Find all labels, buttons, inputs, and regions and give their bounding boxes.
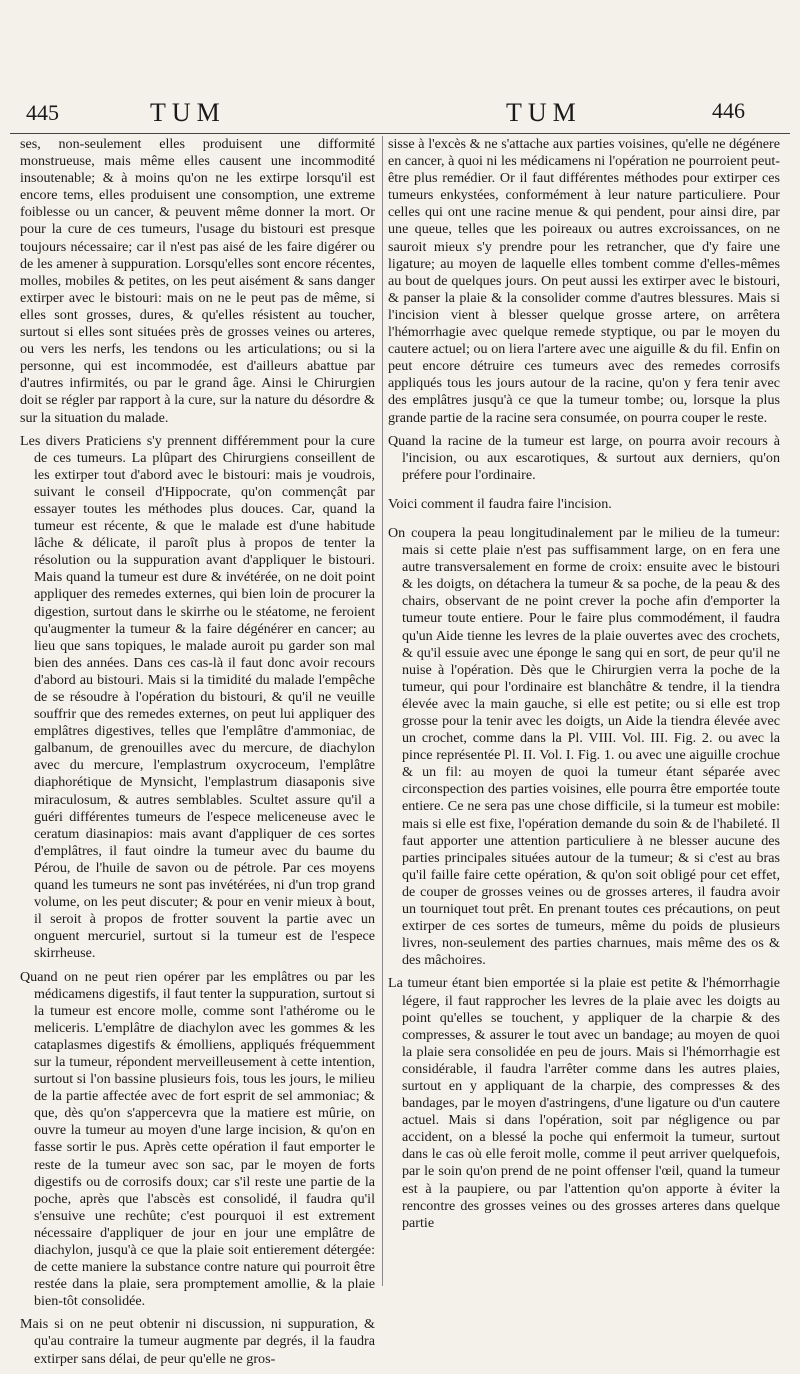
paragraph: sisse à l'excès & ne s'attache aux parties voisines, qu'elle ne dégénere en cancer, à quoi ni les médicamens ni l'opération ne pourroient peut-être plus remédier. Or il faut différentes méthodes pour extirper ces tumeurs enkystées, conformément à leur nature particuliere. Pour celles qui ont une racine menue & qui pendent, pour ainsi dire, par une queue, telles que les poireaux ou autres excroissances, on ne sauroit mieux s'y prendre pour les retrancher, que d'y faire une ligature; au moyen de laquelle elles tombent comme d'elles-mêmes au bout de quelques jours. On peut aussi les extirper avec le bistouri, & panser la plaie & la consolider comme d'autres blessures. Mais si l'incision vient à blesser quelque grosse artere, on arrêtera l'hémorrhagie avec quelque remede styptique, ou par le moyen du cautere actuel; ou on liera l'artere avec une aiguille & du fil. Enfin on peut encore détruire ces tumeurs avec des remedes corrosifs appliqués tous les jours autour de la racine, qu'on y fera tenir avec des emplâtres jusqu'à ce que la tumeur tombe; ou, lorsque la plus grande partie de la racine sera consumée, on pourra couper le reste. (388, 136, 780, 426)
section-heading: Voici comment il faudra faire l'incision. (388, 495, 612, 512)
running-head-left: TUM (150, 98, 226, 127)
paragraph: Quand la racine de la tumeur est large, on pourra avoir recours à l'incision, ou aux escarotiques, & surtout aux derniers, qu'on préfere pour l'ordinaire. (388, 432, 780, 483)
page-number-left: 445 (26, 100, 59, 125)
paragraph: Les divers Praticiens s'y prennent différemment pour la cure de ces tumeurs. La plûpart des Chirurgiens conseillent de les extirper tout d'abord avec le bistouri: mais je voudrois, suivant le conseil d'Hippocrate, qu'on commençât par essayer toutes les méthodes plus douces. Car, quand la tumeur est récente, & que le malade est d'une habitude lâche & délicate, il paroît plus à propos de tenter la résolution ou la suppuration avant d'appliquer le bistouri. Mais quand la tumeur est dure & invétérée, on ne doit point appliquer des remedes externes, qui bien loin de procurer la digestion, surtout dans le skirrhe ou le stéatome, ne feroient qu'augmenter la tumeur & la faire dégénérer en cancer; au lieu que sans topiques, le malade auroit pu garder son mal bien des années. Dans ces cas-là il faut donc avoir recours d'abord au bistouri. Mais si la timidité du malade l'empêche de se résoudre à l'opération du bistouri, & qu'il ne veuille souffrir que des remedes externes, on peut lui appliquer des emplâtres digestives, telles que l'emplâtre d'ammoniac, de galbanum, de grenouilles avec du mercure, de diachylon avec du mercure, l'emplastrum oxycroceum, l'emplâtre diaphorétique de Mynsicht, l'emplastrum diasaponis sive miraculosum, & autres semblables. Scultet assure qu'il a guéri différentes tumeurs de l'espece meliceneuse avec le ceratum diasinapios: mais avant d'appliquer de ces sortes d'emplâtres, il faut oindre la tumeur avec du baume du Pérou, de l'huile de savon ou de pétrole. Par ces moyens quand les tumeurs ne sont pas invétérées, ni d'un trop grand volume, on les peut discuter; & pour en venir mieux à bout, il seroit à propos de frotter souvent la partie avec un onguent mercuriel, surtout si la tumeur est de l'espece skirrheuse. (20, 432, 375, 962)
header-rule (10, 133, 790, 134)
column-divider (382, 136, 383, 1286)
paragraph: Quand on ne peut rien opérer par les emplâtres ou par les médicamens digestifs, il faut tenter la suppuration, surtout si la tumeur est encore molle, comme sont l'athérome ou le meliceris. L'emplâtre de diachylon avec les gommes & les cataplasmes digestifs & émolliens, appliqués fréquemment sur la tumeur, répondent merveilleusement à cette intention, surtout si l'on bassine plusieurs fois, tous les jours, le milieu de la partie affectée avec de fort esprit de sel ammoniac; & que, dès qu'on s'appercevra que la matiere est mûrie, on ouvre la tumeur au moyen d'une large incision, & qu'on en fasse sortir le pus. Après cette opération il faut emporter le reste de la tumeur avec son sac, par le moyen de forts digestifs ou de corrosifs doux; car s'il reste une partie de la poche, après que l'abscès est consolidé, il faudra qu'il s'ensuive une rechûte; c'est pourquoi il est extrement nécessaire d'appliquer de jour en jour une emplâtre de diachylon, jusqu'à ce que la plaie soit entierement détergée: de cette maniere la substance contre nature qui pourroit être restée dans la plaie, sera promptement amollie, & la plaie bien-tôt consolidée. (20, 968, 375, 1310)
page-header (0, 98, 800, 132)
running-head-right: TUM (506, 98, 582, 127)
right-column (388, 136, 780, 1238)
paragraph: On coupera la peau longitudinalement par le milieu de la tumeur: mais si cette plaie n'est pas suffisamment large, on en fera une autre transversalement en forme de croix: ensuite avec le bistouri & les doigts, on détachera la tumeur & sa poche, de la peau & des chairs, observant de ne point crever la poche afin d'emporter la tumeur toute entiere. Pour le faire plus commodément, il faudra qu'un Aide tienne les levres de la plaie ouvertes avec des crochets, & qu'il essuie avec une éponge le sang qui en sort, de peur qu'il ne nuise à l'opération. Dès que le Chirurgien verra la poche de la tumeur, qui pour l'ordinaire est blanchâtre & tendre, il la tiendra élevée avec la main gauche, si elle est petite; ou si elle est trop grosse pour la tenir avec les doigts, un Aide la tiendra élevée avec un crochet, comme dans la Pl. VIII. Vol. III. Fig. 2. ou avec la pince représentée Pl. II. Vol. I. Fig. 1. ou avec une aiguille crochue & un fil: au moyen de quoi la tumeur étant séparée avec circonspection des parties voisines, elle pourra être emportée toute entiere. Ce ne sera pas une chose difficile, si la tumeur est mobile: mais si elle est fixe, l'opération demande du soin & de l'habileté. Il faut apporter une attention particuliere à ne blesser aucune des parties principales situées autour de la tumeur; & si c'est au bras qu'il faille faire cette opération, & qu'on soit obligé pour cet effet, de couper de grosses veines ou de grosses arteres, il faudra avoir un tourniquet tout prêt. En prenant toutes ces précautions, on peut extirper de ces sortes de tumeurs, même du poids de plusieurs livres, non-seulement des parties charnues, mais même des os & des mâchoires. (388, 524, 780, 969)
paragraph: ses, non-seulement elles produisent une difformité monstrueuse, mais même elles causent une incommodité insoutenable; & à moins qu'on ne les extirpe lorsqu'il est encore tems, elles produisent une consomption, une extreme foiblesse ou un cancer, & peuvent même donner la mort. Or pour la cure de ces tumeurs, l'usage du bistouri est presque toujours nécessaire; car il n'est pas aisé de les faire digérer ou de les amener à suppuration. Lorsqu'elles sont encore récentes, molles, mobiles & petites, on les peut aisément & sans danger extirper avec le bistouri: mais on ne le peut pas de même, si elles sont grosses, dures, & qu'elles résistent au toucher, surtout si elles sont situées près de grosses veines ou arteres, ou vers les nerfs, les tendons ou les articulations; ou si la personne, qui est incommodée, est d'ailleurs abattue par d'autres infirmités, ou par le grand âge. Ainsi le Chirurgien doit se régler par rapport à la cure, sur la nature du désordre & sur la situation du malade. (20, 136, 375, 426)
paragraph: La tumeur étant bien emportée si la plaie est petite & l'hémorrhagie légere, il faut rapprocher les levres de la plaie avec les doigts au point qu'elles se touchent, y appliquer de la charpie & des compresses, & assurer le tout avec un bandage; au moyen de quoi la plaie sera consolidée en peu de jours. Mais si l'hémorrhagie est considérable, il faudra l'arrêter comme dans les autres plaies, surtout en y appliquant de la charpie, des compresses & des bandages, par le moyen d'astringens, d'une ligature ou d'un cautere actuel. Mais si dans l'opération, soit par négligence ou par accident, on a blessé la poche qui enfermoit la tumeur, surtout dans le cas où elle feroit molle, comme il peut arriver quelquefois, par le soin qu'on prend de ne point offenser l'œil, quand la tumeur est à la paupiere, ou par l'attention qu'on apporte à éviter la rencontre des grosses veines ou des grosses arteres dans quelque partie (388, 975, 780, 1231)
left-column (20, 136, 375, 1374)
paragraph: Mais si on ne peut obtenir ni discussion, ni suppuration, & qu'au contraire la tumeur augmente par degrés, il la faudra extirper sans délai, de peur qu'elle ne gros- (20, 1316, 375, 1367)
page-number-right: 446 (712, 98, 745, 123)
